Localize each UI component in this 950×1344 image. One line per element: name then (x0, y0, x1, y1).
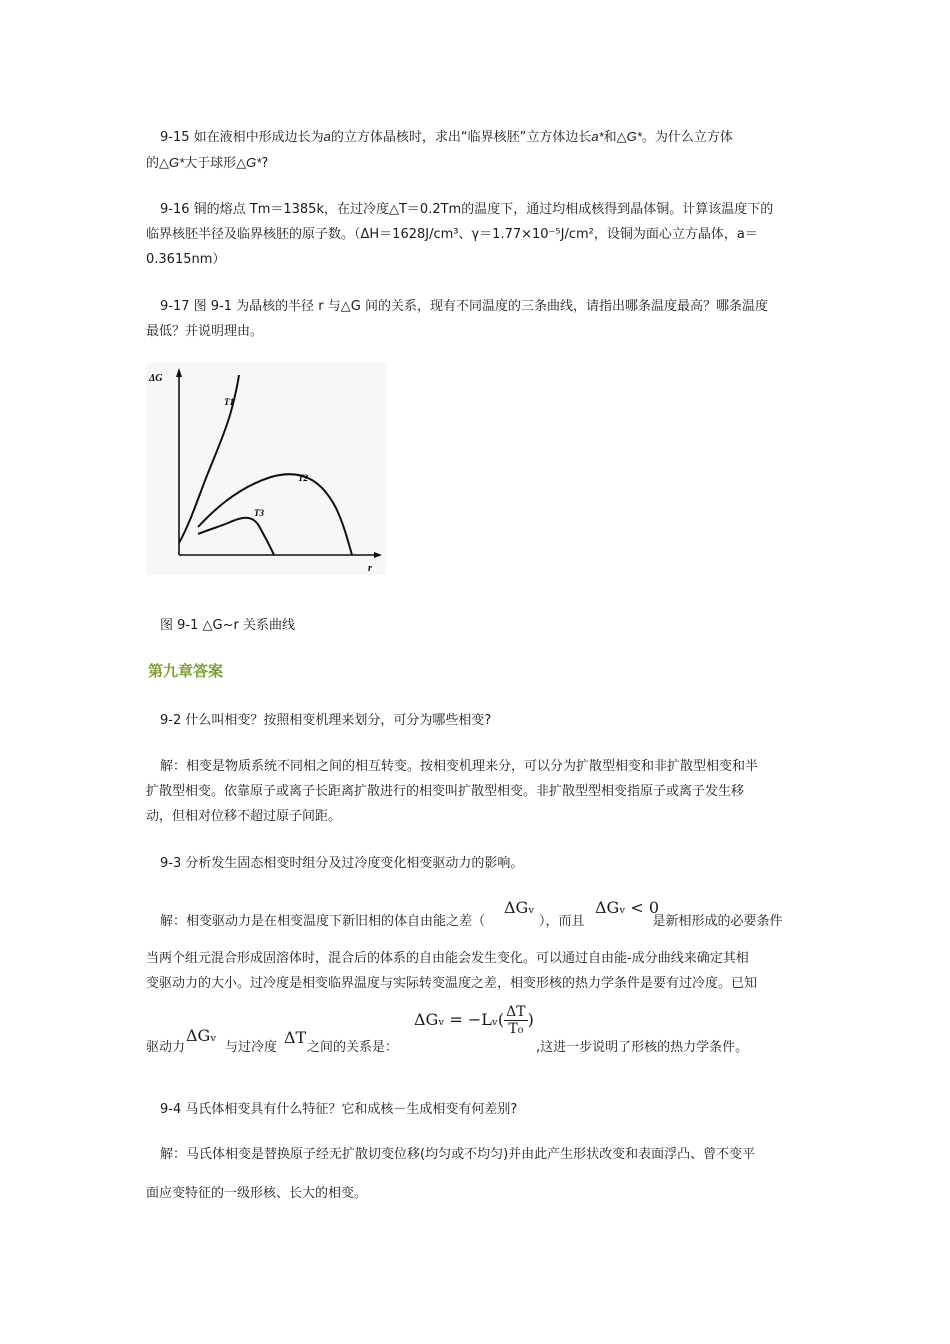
q9-16-line1: 9-16 铜的熔点 Tm＝1385k，在过冷度△T＝0.2Tm的温度下，通过均相成核得到晶体铜。计算该温度下的 (160, 202, 774, 217)
q9-4-answer-line2 (146, 1181, 810, 1206)
q9-3-answer-line4 (146, 1035, 810, 1060)
formula-dgv-lt-0: ΔGᵥ < 0 (595, 898, 660, 917)
q9-2-question (146, 708, 810, 733)
formula-lhs: ΔGᵥ = −Lᵥ( (414, 1010, 505, 1029)
q9-4-answer-line1 (146, 1142, 810, 1167)
q9-3-question-text: 9-3 分析发生固态相变时组分及过冷度变化相变驱动力的影响。 (160, 856, 524, 871)
label-t2: T2 (298, 473, 308, 483)
x-axis-label: r (368, 563, 372, 574)
q9-16-line3: 0.3615nm） (146, 252, 226, 267)
q9-16 (146, 197, 810, 272)
q9-2-answer-line3: 动，但相对位移不超过原子间距。 (146, 809, 342, 824)
q9-15-text-g: ? (261, 156, 269, 171)
q9-3-a1b: ），而且 (539, 914, 585, 929)
figure-9-1 (146, 363, 386, 575)
label-t3: T3 (254, 508, 264, 518)
q9-3-a4c: 之间的关系是： (307, 1040, 399, 1055)
q9-3-a4b: 与过冷度 (225, 1040, 278, 1055)
q9-15-text-d: 。为什么立方体 (641, 130, 733, 145)
q9-3-question (146, 851, 810, 876)
q9-3-a2: 当两个组元混合形成固溶体时，混合后的体系的自由能会发生变化。可以通过自由能-成分曲线来确定其相 (146, 951, 749, 966)
q9-15 (146, 124, 810, 176)
formula-fraction (504, 1004, 527, 1037)
q9-2-answer (146, 754, 810, 829)
q9-4-a2: 面应变特征的一级形核、长大的相变。 (146, 1186, 368, 1201)
var-g-star: G* (626, 129, 642, 144)
figure-caption: 图 9-1 △G~r 关系曲线 (160, 618, 295, 633)
q9-15-text-c: 和△ (603, 130, 627, 145)
label-t1: T1 (224, 397, 234, 407)
q9-17-line1: 9-17 图 9-1 为晶核的半径 r 与△G 间的关系，现有不同温度的三条曲线，请指出哪条温度最高？哪条温度 (160, 299, 768, 314)
q9-3-answer-line1 (146, 909, 810, 934)
formula-relation (414, 1004, 534, 1037)
var-g-star-2: G* (169, 155, 185, 170)
q9-2-answer-line2: 扩散型相变。依靠原子或离子长距离扩散进行的相变叫扩散型相变。非扩散型型相变指原子或离子发生移 (146, 784, 745, 799)
q9-4-question-text: 9-4 马氏体相变具有什么特征？它和成核－生成相变有何差别? (160, 1102, 518, 1117)
var-a-star: a* (591, 129, 604, 144)
y-axis-label: ΔG (149, 373, 163, 384)
formula-dt: ΔT (284, 1028, 307, 1047)
q9-4-a1: 解：马氏体相变是替换原子经无扩散切变位移(均匀或不均匀)并由此产生形状改变和表面浮凸、曾不变平 (160, 1147, 756, 1162)
q9-3-a4a: 驱动力 (146, 1040, 186, 1055)
q9-16-line2: 临界核胚半径及临界核胚的原子数。（ΔH＝1628J/cm³、γ＝1.77×10⁻⁵J/cm²，设铜为面心立方晶体，a＝ (146, 227, 758, 242)
q9-15-text: 9-15 如在液相中形成边长为 (160, 130, 324, 145)
var-a: a (323, 129, 331, 144)
formula-dgv-2: ΔGᵥ (186, 1026, 217, 1045)
formula-denominator: T₀ (508, 1021, 524, 1037)
formula-dgv: ΔGᵥ (504, 898, 535, 917)
q9-2-question-text: 9-2 什么叫相变？按照相变机理来划分，可分为哪些相变? (160, 713, 492, 728)
q9-3-a1a: 解：相变驱动力是在相变温度下新旧相的体自由能之差（ (160, 914, 486, 929)
var-g-star-3: G* (246, 155, 262, 170)
q9-4-question (146, 1097, 810, 1122)
q9-15-text-e: 的△ (146, 156, 169, 171)
q9-3-a4d: ,这进一步说明了形核的热力学条件。 (536, 1040, 749, 1055)
figure-background (146, 363, 386, 575)
q9-3-answer-body (146, 946, 810, 996)
q9-3-a1c: 是新相形成的必要条件 (652, 914, 783, 929)
q9-15-text-b: 的立方体晶核时，求出“临界核胚”立方体边长 (330, 130, 592, 145)
q9-17-line2: 最低？并说明理由。 (146, 324, 264, 339)
formula-numerator: ΔT (506, 1004, 526, 1020)
q9-3-a3: 变驱动力的大小。过冷度是相变临界温度与实际转变温度之差，相变形核的热力学条件是要有过冷度。已知 (146, 976, 758, 991)
q9-17 (146, 294, 810, 344)
q9-2-answer-line1: 解：相变是物质系统不同相之间的相互转变。按相变机理来分，可以分为扩散型相变和非扩散型相变和半 (160, 759, 759, 774)
q9-15-text-f: 大于球形△ (184, 156, 247, 171)
chapter-heading: 第九章答案 (148, 662, 224, 680)
formula-rhs: ) (527, 1010, 534, 1029)
